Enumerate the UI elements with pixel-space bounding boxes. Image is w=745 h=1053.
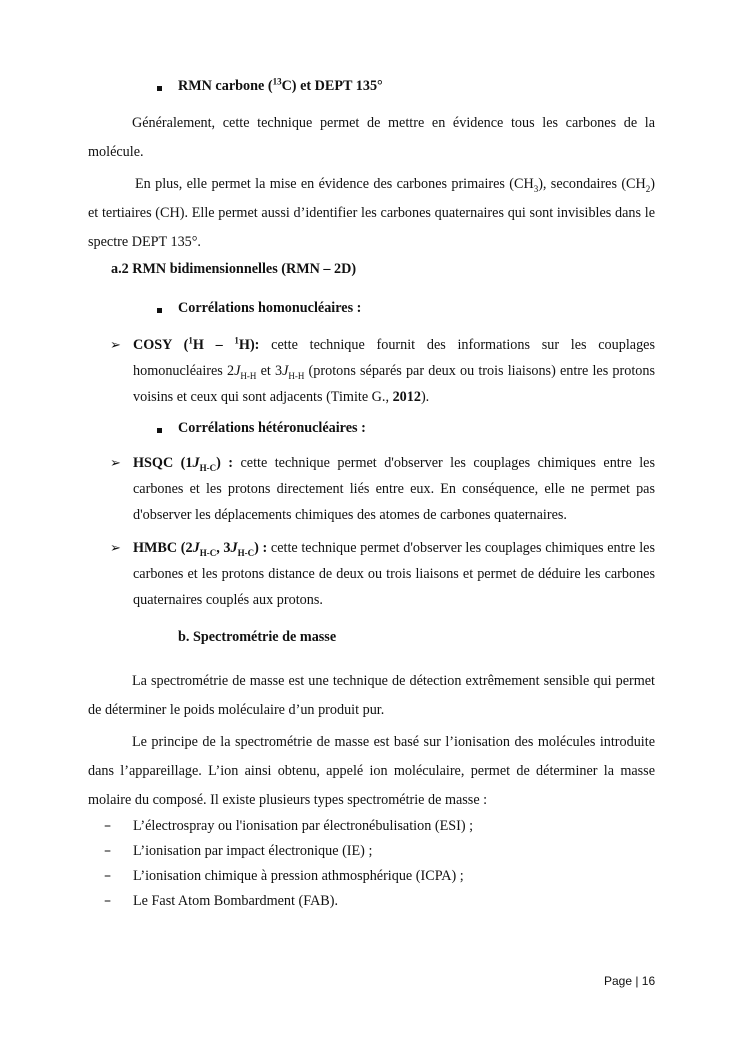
heading-spectrometrie-masse: b. Spectrométrie de masse xyxy=(178,629,337,645)
arrow-bullet-icon: ➢ xyxy=(110,456,121,471)
list-item: L’ionisation par impact électronique (IE) ; xyxy=(133,843,373,859)
dash-bullet-icon: – xyxy=(104,893,112,909)
list-item: L’électrospray ou l'ionisation par électronébulisation (ESI) ; xyxy=(133,818,474,834)
heading-homonucleaires: Corrélations homonucléaires : xyxy=(178,300,362,316)
square-bullet-icon xyxy=(157,308,162,313)
list-item: Le Fast Atom Bombardment (FAB). xyxy=(133,893,339,909)
item-hmbc: HMBC ($2J_{H-C}$, $3J_{H-C}$) : cette technique permet d'observer les couplages chimiques entre les carbones et les protons distance de deux ou trois liaisons et permet de déduire les carbones quaternaires couplés aux protons. xyxy=(133,540,655,608)
paragraph-generalement: Généralement, cette technique permet de mettre en évidence tous les carbones de la molécule. xyxy=(88,115,655,160)
paragraph-en-plus: En plus, elle permet la mise en évidence des carbones primaires $(CH_3)$, secondaires $(CH_2)$ et tertiaires (CH). Elle permet aussi d’identifier les carbones quaternaires qui sont invisibles dans le spectre DEPT 135°. xyxy=(88,176,655,250)
paragraph-principe: Le principe de la spectrométrie de masse est basé sur l’ionisation des molécules introduite dans l’appareillage. L’ion ainsi obtenu, appelé ion moléculaire, permet de déterminer la masse molaire du composé. Il existe plusieurs types spectrométrie de masse : xyxy=(88,734,655,808)
arrow-bullet-icon: ➢ xyxy=(110,541,121,556)
arrow-bullet-icon: ➢ xyxy=(110,338,121,353)
heading-rmn-2d: a.2 RMN bidimensionnelles (RMN – 2D) xyxy=(111,261,357,277)
square-bullet-icon xyxy=(157,86,162,91)
heading-rmn-carbone: RMN carbone ($^{13}$C) et DEPT 135° xyxy=(178,76,383,94)
dash-bullet-icon: – xyxy=(104,868,112,884)
square-bullet-icon xyxy=(157,428,162,433)
dash-bullet-icon: – xyxy=(104,843,112,859)
paragraph-spectrometrie-definition: La spectrométrie de masse est une technique de détection extrêmement sensible qui permet de déterminer le poids moléculaire d’un produit pur. xyxy=(88,673,655,718)
page-number: Page | 16 xyxy=(604,974,656,988)
item-cosy: COSY ($^1$H – $^1$H): cette technique fournit des informations sur les couplages homonucléaires $2J_{H-H}$ et $3J_{H-H}$ (protons séparés par deux ou trois liaisons) entre les protons voisins et ceux qui sont adjacents (Timite G., 2012). xyxy=(133,335,655,405)
item-hsqc: HSQC $(1J_{H-C})$ : cette technique permet d'observer les couplages chimiques entre les carbones et les protons directement liés entre eux. En conséquence, elle ne permet pas d'observer les déplacements chimiques des atomes de carbones quaternaires. xyxy=(133,455,655,523)
heading-heteronucleaires: Corrélations hétéronucléaires : xyxy=(178,420,366,436)
list-item: L’ionisation chimique à pression athmosphérique (ICPA) ; xyxy=(133,868,464,884)
dash-bullet-icon: – xyxy=(104,818,112,834)
